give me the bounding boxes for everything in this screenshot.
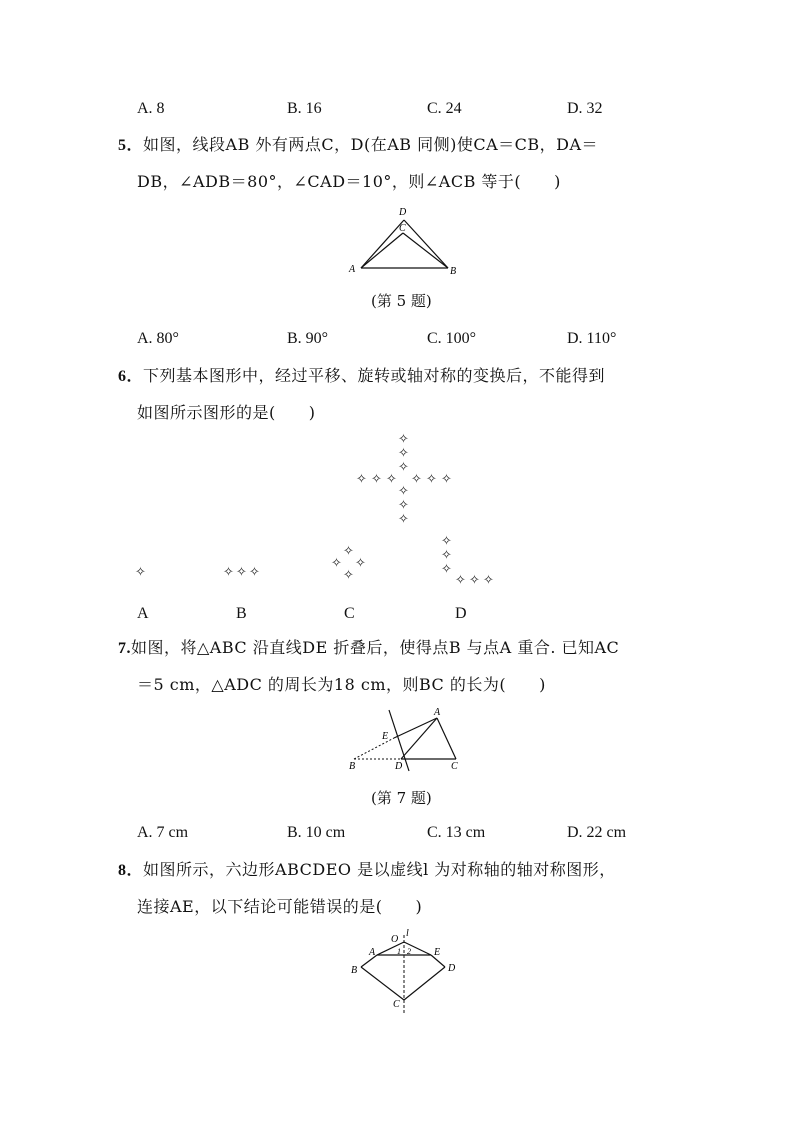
q5-option-b: B. 90° (287, 330, 329, 347)
star-icon: ✧ (355, 556, 366, 571)
star-icon: ✧ (249, 565, 260, 580)
q6-option-label-d: D (455, 605, 467, 622)
star-icon: ✧ (469, 573, 480, 588)
q7-line-2: ＝5 cm，△ADC 的周长为18 cm，则BC 的长为( ) (137, 675, 546, 694)
q8-label-e: E (434, 947, 441, 958)
q6-option-label-b: B (236, 605, 247, 622)
star-icon: ✧ (331, 556, 342, 571)
q5-option-a: A. 80° (137, 330, 179, 347)
q4-option-c: C. 24 (427, 100, 462, 117)
star-icon: ✧ (135, 565, 146, 580)
q7-option-b: B. 10 cm (287, 824, 346, 841)
q8-text-1: 如图所示，六边形ABCDEO 是以虚线l 为对称轴的轴对称图形， (143, 860, 616, 879)
q7-line-1 (118, 638, 619, 659)
q5-option-d: D. 110° (567, 330, 617, 347)
q7-label-d: D (395, 761, 403, 772)
star-icon: ✧ (343, 568, 354, 583)
q8-label-l: l (406, 928, 409, 939)
q6-option-label-c: C (344, 605, 355, 622)
q5-label-d: D (399, 207, 407, 218)
q6-line-2: 如图所示图形的是( ) (137, 403, 316, 422)
q4-option-d: D. 32 (567, 100, 603, 117)
q5-number: 5． (118, 137, 144, 154)
q5-label-b: B (450, 266, 457, 277)
q4-option-a: A. 8 (137, 100, 165, 117)
q5-line-2: DB，∠ADB＝80°，∠CAD＝10°，则∠ACB 等于( ) (137, 172, 561, 191)
q5-label-a: A (349, 264, 356, 275)
q6-text-1: 下列基本图形中，经过平移、旋转或轴对称的变换后，不能得到 (143, 366, 606, 385)
star-icon: ✧ (441, 562, 452, 577)
star-icon: ✧ (441, 472, 452, 487)
q8-label-angle-1: 1 (397, 947, 401, 956)
q5-option-c: C. 100° (427, 330, 477, 347)
star-icon: ✧ (223, 565, 234, 580)
star-icon: ✧ (483, 573, 494, 588)
q8-number: 8． (118, 862, 144, 879)
q7-label-a: A (434, 707, 441, 718)
q7-label-e: E (382, 731, 389, 742)
q7-option-a: A. 7 cm (137, 824, 189, 841)
q8-label-o: O (391, 934, 399, 945)
q7-caption: (第 7 题) (371, 789, 432, 807)
q5-caption: (第 5 题) (371, 292, 432, 310)
q8-figure (340, 925, 470, 1017)
star-icon: ✧ (398, 512, 409, 527)
q5-line-1 (118, 135, 598, 156)
star-icon: ✧ (398, 484, 409, 499)
q7-label-b: B (349, 761, 356, 772)
q6-number: 6． (118, 368, 144, 385)
star-icon: ✧ (411, 472, 422, 487)
q8-label-a: A (369, 947, 376, 958)
q4-option-b: B. 16 (287, 100, 322, 117)
q5-text-1: 如图，线段AB 外有两点C，D(在AB 同侧)使CA＝CB，DA＝ (143, 135, 599, 154)
q8-label-d: D (448, 963, 456, 974)
q7-text-1: 如图，将△ABC 沿直线DE 折叠后，使得点B 与点A 重合. 已知AC (131, 638, 620, 657)
q7-option-c: C. 13 cm (427, 824, 486, 841)
q5-label-c: C (399, 223, 406, 234)
star-icon: ✧ (343, 544, 354, 559)
star-icon: ✧ (426, 472, 437, 487)
q5-figure (340, 203, 465, 278)
q8-label-c: C (393, 999, 400, 1010)
star-icon: ✧ (371, 472, 382, 487)
star-icon: ✧ (441, 548, 452, 563)
q7-figure (340, 705, 470, 775)
q8-line-1 (118, 860, 616, 881)
star-icon: ✧ (398, 460, 409, 475)
q6-option-label-a: A (137, 605, 149, 622)
q8-label-b: B (351, 965, 358, 976)
q8-line-2: 连接AE，以下结论可能错误的是( ) (137, 897, 423, 916)
q7-option-d: D. 22 cm (567, 824, 627, 841)
star-icon: ✧ (398, 446, 409, 461)
q7-number: 7. (118, 640, 131, 657)
star-icon: ✧ (398, 432, 409, 447)
star-icon: ✧ (398, 498, 409, 513)
star-icon: ✧ (455, 573, 466, 588)
star-icon: ✧ (356, 472, 367, 487)
q8-label-angle-2: 2 (407, 947, 411, 956)
star-icon: ✧ (441, 534, 452, 549)
q7-label-c: C (451, 761, 458, 772)
star-icon: ✧ (236, 565, 247, 580)
star-icon: ✧ (386, 472, 397, 487)
q6-line-1 (118, 366, 605, 387)
